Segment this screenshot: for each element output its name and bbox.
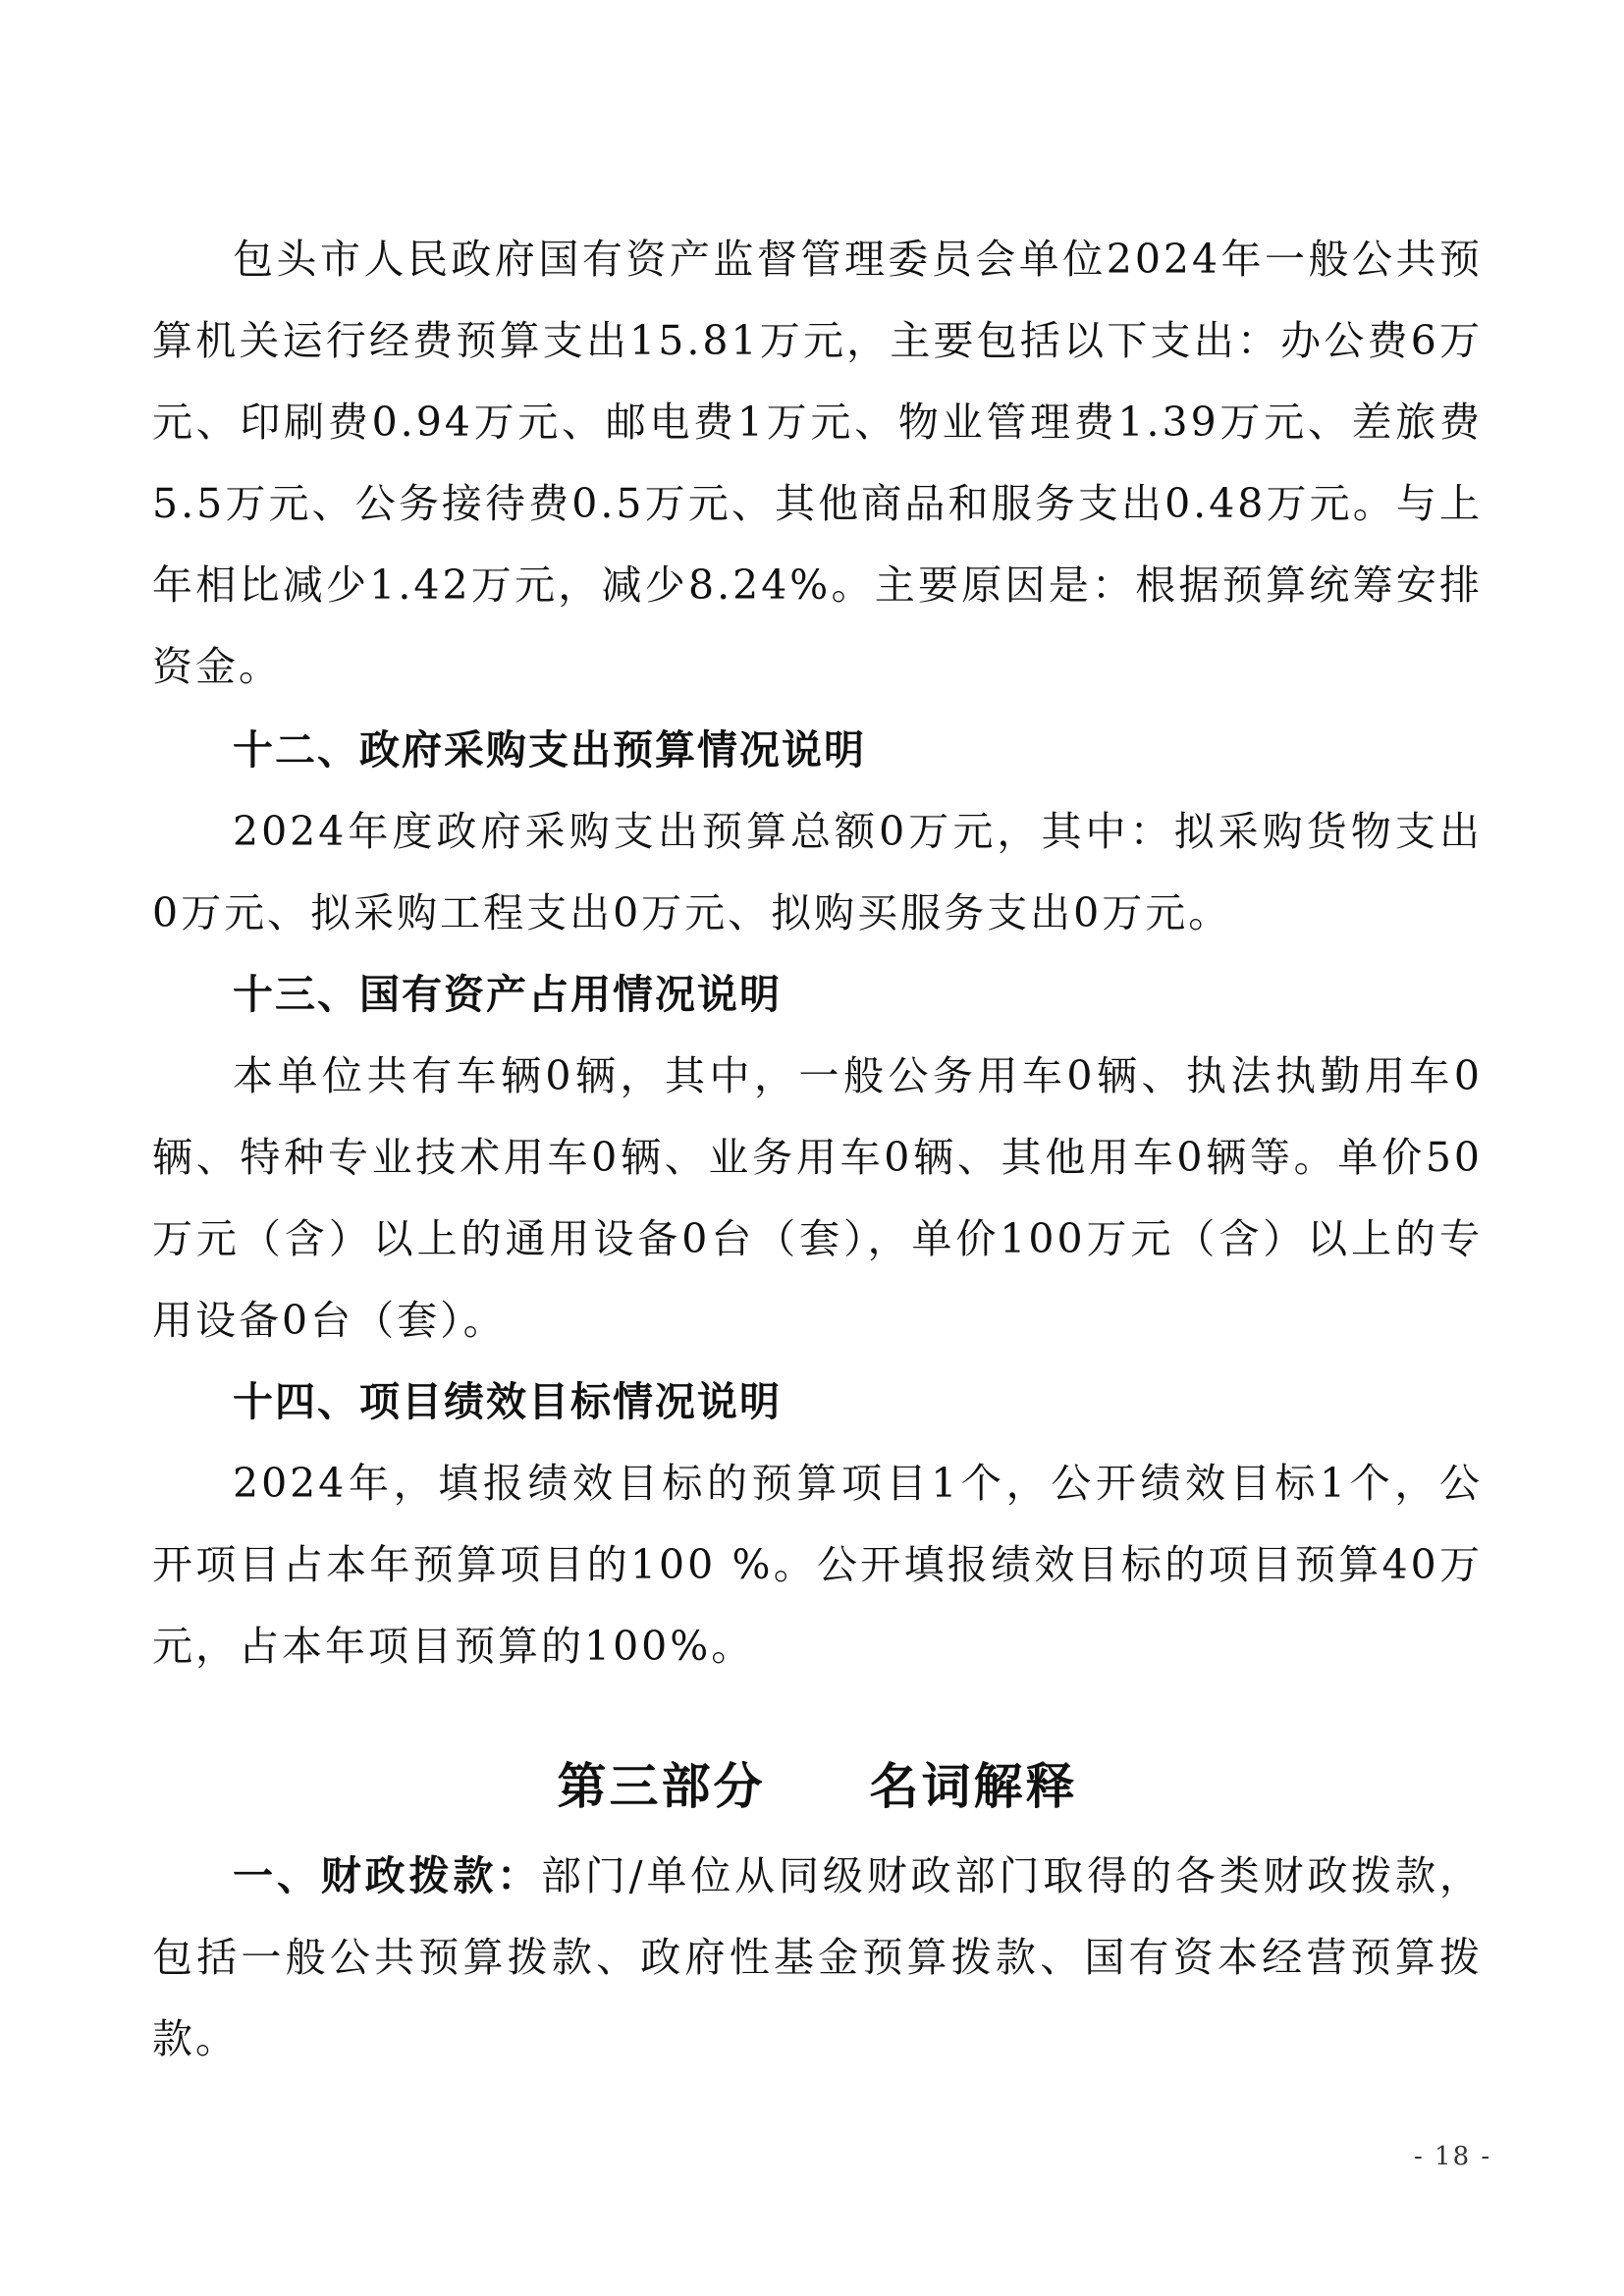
section-heading-state-assets: 十三、国有资产占用情况说明 xyxy=(233,971,782,1018)
page-number: - 18 - xyxy=(1414,2142,1492,2171)
paragraph-state-assets: 本单位共有车辆0辆，其中，一般公务用车0辆、执法执勤用车0辆、特种专业技术用车0辆、业务用车0辆、其他用车0辆等。单价50万元（含）以上的通用设备0台（套），单价100万元（含）以上的专用设备0台（套）。 xyxy=(152,1052,1483,1344)
paragraph-performance-targets: 2024年，填报绩效目标的预算项目1个，公开绩效目标1个，公开项目占本年预算项目的100 %。公开填报绩效目标的项目预算40万元，占本年项目预算的100%。 xyxy=(152,1460,1483,1670)
term-definition-fiscal-appropriation xyxy=(152,1836,1483,2080)
part-three-title: 第三部分 名词解释 xyxy=(557,1757,1078,1815)
section-heading-performance-targets: 十四、项目绩效目标情况说明 xyxy=(233,1378,782,1425)
paragraph-operating-expenses: 包头市人民政府国有资产监督管理委员会单位2024年一般公共预算机关运行经费预算支出15.81万元，主要包括以下支出：办公费6万元、印刷费0.94万元、邮电费1万元、物业管理费1.39万元、差旅费5.5万元、公务接待费0.5万元、其他商品和服务支出0.48万元。与上年相比减少1.42万元，减少8.24%。主要原因是：根据预算统筹安排资金。 xyxy=(152,236,1483,690)
paragraph-government-procurement: 2024年度政府采购支出预算总额0万元，其中：拟采购货物支出0万元、拟采购工程支出0万元、拟购买服务支出0万元。 xyxy=(152,808,1483,936)
term-label-fiscal-appropriation: 一、财政拨款： xyxy=(233,1852,542,1899)
term-text-fiscal-appropriation: 部门/单位从同级财政部门取得的各类财政拨款，包括一般公共预算拨款、政府性基金预算拨款、国有资本经营预算拨款。 xyxy=(152,1852,1483,2062)
section-heading-government-procurement: 十二、政府采购支出预算情况说明 xyxy=(233,726,866,774)
